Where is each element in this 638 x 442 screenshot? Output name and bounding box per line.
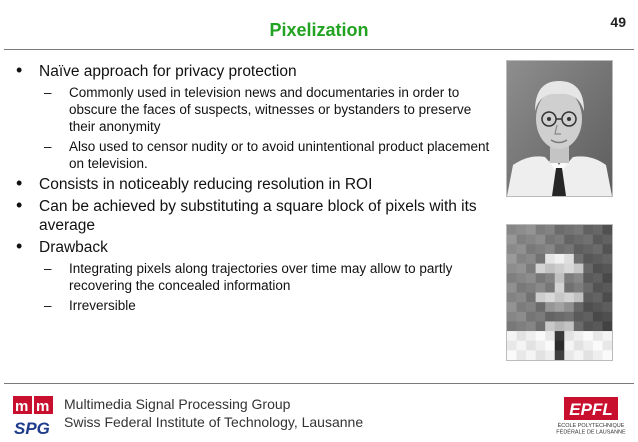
- svg-text:ÉCOLE POLYTECHNIQUE: ÉCOLE POLYTECHNIQUE: [557, 423, 625, 429]
- pixel-block: [555, 283, 565, 293]
- pixel-block: [517, 321, 527, 331]
- pixel-block: [536, 341, 546, 351]
- pixel-block: [507, 235, 517, 245]
- pixel-block: [526, 293, 536, 303]
- pixel-block: [536, 321, 546, 331]
- pixel-block: [593, 254, 603, 264]
- pixel-block: [555, 331, 565, 341]
- pixel-block: [602, 235, 612, 245]
- dash-icon: –: [44, 139, 52, 154]
- svg-text:m: m: [36, 398, 50, 415]
- pixel-block: [507, 321, 517, 331]
- pixel-block: [526, 244, 536, 254]
- pixel-block: [526, 321, 536, 331]
- bullet-dot-icon: •: [16, 60, 23, 80]
- footer-line1: Multimedia Signal Processing Group: [64, 396, 291, 412]
- pixel-block: [536, 254, 546, 264]
- pixel-block: [517, 225, 527, 235]
- pixel-block: [593, 244, 603, 254]
- pixel-block: [536, 293, 546, 303]
- pixel-block: [602, 225, 612, 235]
- bullet-dot-icon: •: [16, 195, 23, 215]
- pixel-block: [526, 235, 536, 245]
- pixel-block: [507, 264, 517, 274]
- pixel-block: [602, 264, 612, 274]
- pixel-block: [545, 331, 555, 341]
- page-number: 49: [610, 14, 626, 30]
- pixel-block: [555, 273, 565, 283]
- sub-bullet-item: – Irreversible: [44, 298, 136, 313]
- pixel-block: [583, 341, 593, 351]
- pixel-block: [564, 321, 574, 331]
- pixel-block: [574, 331, 584, 341]
- pixel-block: [555, 350, 565, 360]
- pixel-block: [602, 302, 612, 312]
- pixel-block: [574, 273, 584, 283]
- pixel-block: [517, 312, 527, 322]
- pixel-block: [593, 350, 603, 360]
- epfl-logo: [556, 395, 626, 435]
- pixel-block: [593, 235, 603, 245]
- pixel-block: [564, 331, 574, 341]
- pixel-block: [545, 273, 555, 283]
- pixel-block: [583, 321, 593, 331]
- dash-icon: –: [44, 298, 52, 313]
- pixel-block: [602, 341, 612, 351]
- pixel-block: [583, 235, 593, 245]
- pixel-block: [517, 264, 527, 274]
- pixel-block: [602, 350, 612, 360]
- pixel-block: [583, 225, 593, 235]
- pixel-block: [574, 244, 584, 254]
- pixel-block: [545, 350, 555, 360]
- pixel-block: [536, 283, 546, 293]
- pixel-block: [517, 244, 527, 254]
- pixel-block: [536, 302, 546, 312]
- pixel-block: [507, 225, 517, 235]
- svg-text:SPG: SPG: [14, 419, 50, 437]
- pixel-block: [602, 254, 612, 264]
- pixel-block: [517, 302, 527, 312]
- pixel-block: [564, 235, 574, 245]
- pixel-block: [555, 312, 565, 322]
- pixel-block: [574, 302, 584, 312]
- pixel-block: [564, 350, 574, 360]
- pixel-block: [555, 225, 565, 235]
- pixel-block: [583, 302, 593, 312]
- original-face-photo: [506, 60, 613, 197]
- pixel-block: [602, 244, 612, 254]
- pixelated-face-photo: [506, 224, 613, 361]
- pixel-block: [526, 312, 536, 322]
- pixel-block: [574, 341, 584, 351]
- pixel-block: [574, 321, 584, 331]
- pixel-block: [545, 312, 555, 322]
- pixel-block: [545, 225, 555, 235]
- footer-text: [64, 395, 363, 431]
- pixel-block: [602, 321, 612, 331]
- pixel-block: [593, 312, 603, 322]
- pixel-block: [555, 254, 565, 264]
- pixel-block: [536, 235, 546, 245]
- dash-icon: –: [44, 261, 52, 276]
- pixel-block: [545, 283, 555, 293]
- pixel-block: [593, 273, 603, 283]
- pixel-block: [545, 264, 555, 274]
- sub-bullet-item: – Also used to censor nudity or to avoid unintentional product placement on television.: [44, 139, 490, 171]
- mmspg-logo: [12, 395, 54, 437]
- pixel-block: [545, 235, 555, 245]
- pixel-block: [574, 235, 584, 245]
- pixel-block: [545, 341, 555, 351]
- pixel-block: [602, 331, 612, 341]
- pixel-block: [526, 302, 536, 312]
- sub-bullet-item: – Commonly used in television news and documentaries in order to obscure the faces of suspects, witnesses or bystanders to preserve their anonymity: [44, 85, 472, 134]
- pixel-block: [517, 331, 527, 341]
- pixel-block: [574, 264, 584, 274]
- pixel-block: [536, 331, 546, 341]
- pixel-block: [593, 283, 603, 293]
- pixel-block: [583, 312, 593, 322]
- pixel-block: [507, 254, 517, 264]
- pixel-block: [517, 341, 527, 351]
- pixel-block: [555, 293, 565, 303]
- bullet-item: • Drawback: [16, 236, 108, 256]
- pixel-block: [564, 341, 574, 351]
- pixel-block: [507, 312, 517, 322]
- pixel-block: [517, 235, 527, 245]
- pixel-block: [526, 254, 536, 264]
- pixel-block: [536, 350, 546, 360]
- bullet-item: • Consists in noticeably reducing resolution in ROI: [16, 173, 373, 193]
- pixel-block: [564, 225, 574, 235]
- bullet-list: [14, 62, 492, 317]
- pixel-block: [526, 264, 536, 274]
- pixel-block: [564, 302, 574, 312]
- pixel-block: [517, 293, 527, 303]
- pixel-block: [574, 225, 584, 235]
- pixel-block: [536, 264, 546, 274]
- bullet-item: • Naïve approach for privacy protection: [16, 60, 297, 80]
- pixel-block: [564, 244, 574, 254]
- pixel-block: [574, 350, 584, 360]
- pixel-block: [545, 293, 555, 303]
- pixel-block: [526, 341, 536, 351]
- pixel-block: [507, 302, 517, 312]
- pixel-block: [507, 273, 517, 283]
- pixel-block: [507, 283, 517, 293]
- pixel-block: [602, 312, 612, 322]
- pixel-block: [574, 283, 584, 293]
- pixel-block: [507, 244, 517, 254]
- pixel-block: [593, 302, 603, 312]
- pixel-block: [545, 321, 555, 331]
- pixel-block: [517, 273, 527, 283]
- pixel-block: [583, 331, 593, 341]
- pixel-block: [507, 350, 517, 360]
- pixel-block: [555, 235, 565, 245]
- pixel-block: [593, 341, 603, 351]
- pixel-block: [564, 254, 574, 264]
- pixel-block: [593, 225, 603, 235]
- pixel-block: [593, 321, 603, 331]
- pixel-block: [602, 283, 612, 293]
- pixel-block: [593, 331, 603, 341]
- pixel-block: [545, 244, 555, 254]
- dash-icon: –: [44, 85, 52, 100]
- bullet-dot-icon: •: [16, 173, 23, 193]
- pixel-block: [583, 254, 593, 264]
- pixel-block: [583, 273, 593, 283]
- pixel-block: [517, 283, 527, 293]
- pixel-block: [526, 225, 536, 235]
- pixel-block: [517, 254, 527, 264]
- pixel-block: [517, 350, 527, 360]
- svg-text:m: m: [15, 398, 29, 415]
- pixel-block: [555, 341, 565, 351]
- pixel-block: [574, 254, 584, 264]
- bullet-dot-icon: •: [16, 236, 23, 256]
- pixel-block: [583, 283, 593, 293]
- footer-divider: [4, 383, 634, 384]
- pixel-block: [555, 321, 565, 331]
- pixel-block: [507, 331, 517, 341]
- slide-title: Pixelization: [269, 20, 369, 40]
- pixel-block: [564, 312, 574, 322]
- pixel-block: [536, 273, 546, 283]
- pixel-block: [583, 244, 593, 254]
- pixel-block: [583, 264, 593, 274]
- svg-text:EPFL: EPFL: [569, 400, 613, 419]
- pixel-block: [526, 283, 536, 293]
- pixel-block: [574, 293, 584, 303]
- pixel-block: [507, 341, 517, 351]
- pixel-block: [526, 331, 536, 341]
- pixel-block: [545, 254, 555, 264]
- pixel-block: [536, 312, 546, 322]
- pixel-block: [555, 302, 565, 312]
- pixel-block: [555, 244, 565, 254]
- pixel-block: [545, 302, 555, 312]
- pixel-block: [574, 312, 584, 322]
- pixel-block: [564, 273, 574, 283]
- pixel-block: [536, 225, 546, 235]
- pixel-block: [536, 244, 546, 254]
- svg-text:FÉDÉRALE DE LAUSANNE: FÉDÉRALE DE LAUSANNE: [556, 429, 626, 435]
- pixel-block: [583, 350, 593, 360]
- pixel-block: [507, 293, 517, 303]
- pixel-block: [593, 264, 603, 274]
- pixel-block: [526, 350, 536, 360]
- pixel-block: [564, 264, 574, 274]
- pixel-block: [526, 273, 536, 283]
- pixel-block: [564, 283, 574, 293]
- pixel-block: [602, 293, 612, 303]
- footer-line2: Swiss Federal Institute of Technology, Lausanne: [64, 414, 364, 430]
- pixel-block: [593, 293, 603, 303]
- header-divider: [4, 49, 634, 50]
- pixel-block: [583, 293, 593, 303]
- pixel-block: [602, 273, 612, 283]
- pixel-block: [564, 293, 574, 303]
- sub-bullet-item: – Integrating pixels along trajectories over time may allow to partly recovering the concealed information: [44, 261, 453, 293]
- bullet-item: • Can be achieved by substituting a square block of pixels with its average: [16, 195, 477, 234]
- pixel-block: [555, 264, 565, 274]
